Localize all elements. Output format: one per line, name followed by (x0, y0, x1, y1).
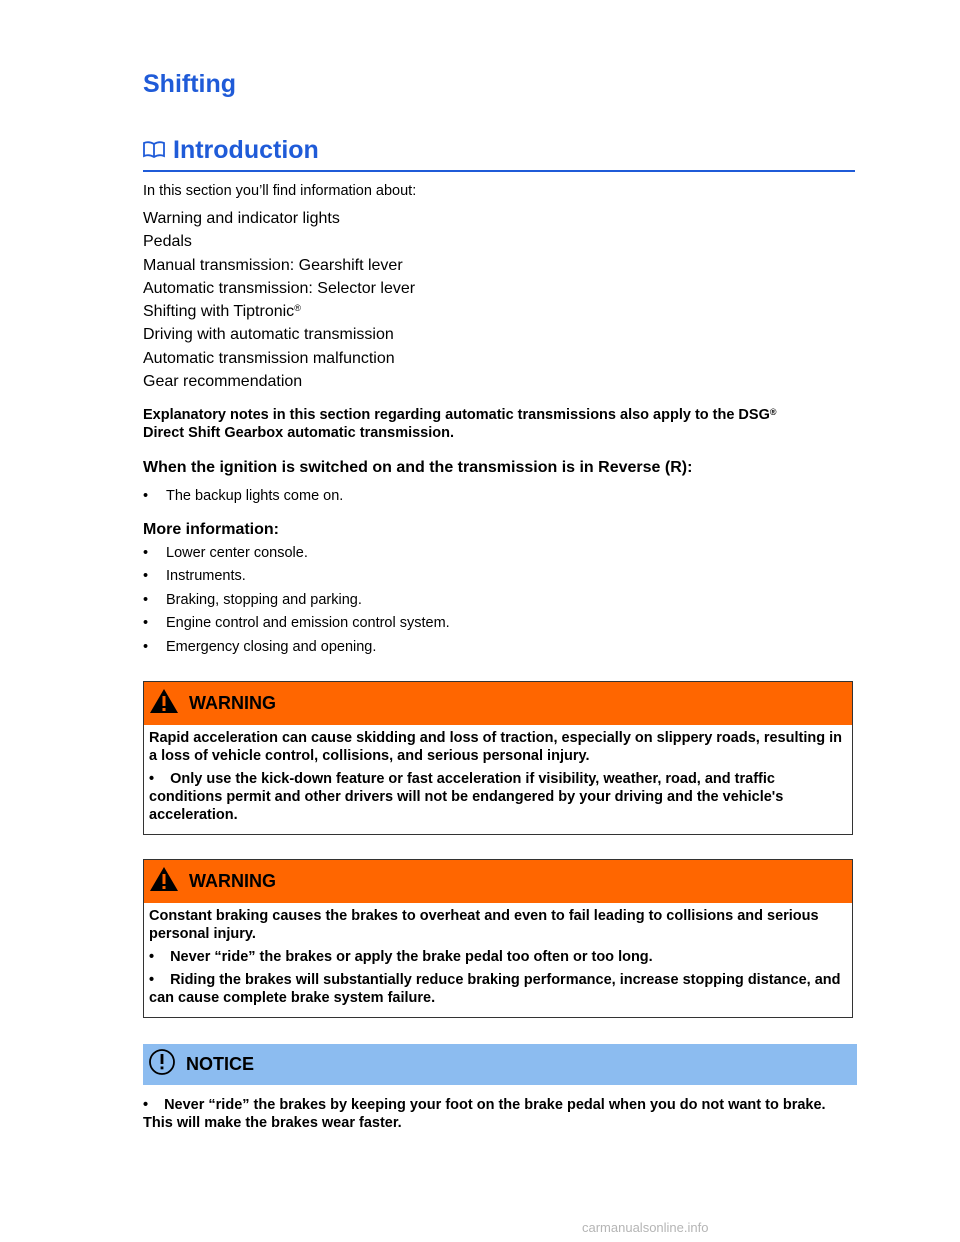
warning-body (144, 903, 852, 1017)
dsg-note (143, 406, 853, 442)
section-title: Introduction (173, 136, 319, 164)
registered-mark: ® (769, 407, 777, 417)
toc-item[interactable]: Manual transmission: Gearshift lever (143, 256, 403, 274)
intro-text: In this section you’ll find information about: (143, 183, 417, 199)
notice-text: • Never “ride” the brakes by keeping your foot on the brake pedal when you do not want to brake. This will make the brakes wear faster. (143, 1096, 853, 1132)
exclamation-circle-icon (148, 1048, 186, 1081)
toc-item[interactable]: Automatic transmission: Selector lever (143, 279, 416, 297)
section-title-row (143, 136, 855, 165)
book-icon (143, 136, 173, 165)
page-title: Shifting (143, 70, 237, 98)
warning-label: WARNING (189, 693, 276, 713)
warning-triangle-icon (149, 866, 189, 897)
toc-item[interactable]: Pedals (143, 233, 192, 251)
warning-text: Constant braking causes the brakes to overheat and even to fail leading to collisions and serious personal injury. (149, 908, 819, 942)
list-item: • The backup lights come on. (143, 485, 343, 508)
list-item[interactable]: • Instruments. (143, 565, 450, 588)
toc-item[interactable]: Warning and indicator lights (143, 210, 340, 227)
registered-mark: ® (294, 303, 301, 314)
warning-bullet: • Never “ride” the brakes or apply the brake pedal too often or too long. (149, 948, 847, 966)
toc-item[interactable]: Gear recommendation (143, 373, 303, 391)
dsg-note-line1: Explanatory notes in this section regarding automatic transmissions also apply to the DSG (143, 407, 770, 423)
more-info-list (143, 542, 450, 659)
toc-item[interactable]: Automatic transmission malfunction (143, 349, 395, 367)
notice-label: NOTICE (186, 1054, 255, 1074)
list-item[interactable]: • Emergency closing and opening. (143, 636, 450, 659)
warning-text: Rapid acceleration can cause skidding and loss of traction, especially on slippery roads, resulting in a loss of vehicle control, collisions, and serious personal injury. (149, 730, 842, 764)
notice-header (143, 1044, 857, 1085)
warning-bullet: • Riding the brakes will substantially reduce braking performance, increase stopping distance, and can cause complete brake system failure. (149, 971, 847, 1007)
warning-box-acceleration (143, 681, 853, 835)
more-info-heading: More information: (143, 521, 279, 538)
warning-label: WARNING (189, 871, 276, 891)
warning-header (144, 682, 852, 725)
toc-item-tiptronic[interactable] (143, 300, 415, 323)
list-item[interactable]: • Braking, stopping and parking. (143, 589, 450, 612)
section-header (143, 136, 855, 172)
toc-item[interactable]: Driving with automatic transmission (143, 326, 394, 344)
list-item[interactable]: • Engine control and emission control system. (143, 612, 450, 635)
reverse-list (143, 485, 343, 508)
warning-triangle-icon (149, 688, 189, 719)
toc-item-label: Shifting with Tiptronic (143, 303, 295, 321)
list-item[interactable]: • Lower center console. (143, 542, 450, 565)
dsg-note-line2: Direct Shift Gearbox automatic transmission. (143, 425, 455, 441)
warning-header (144, 860, 852, 903)
warning-body (144, 725, 852, 834)
reverse-heading: When the ignition is switched on and the transmission is in Reverse (R): (143, 459, 693, 476)
toc-list (143, 207, 415, 393)
watermark: carmanualsonline.info (582, 1220, 709, 1235)
warning-box-braking (143, 859, 853, 1018)
warning-bullet: • Only use the kick-down feature or fast acceleration if visibility, weather, road, and traffic conditions permit and other drivers will not be endangered by your driving and the vehicle's acceleration. (149, 770, 847, 824)
